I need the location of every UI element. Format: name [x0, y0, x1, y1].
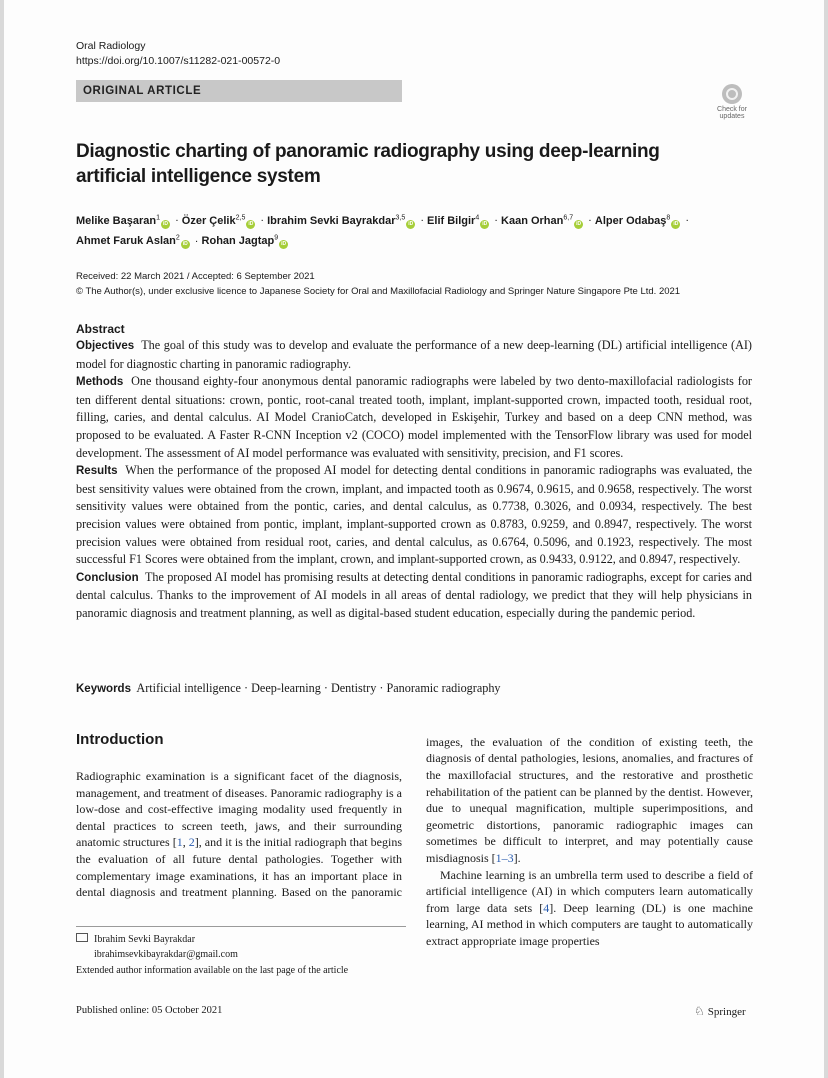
corresponding-name: Ibrahim Sevki Bayrakdar: [94, 934, 196, 945]
abstract-section: [76, 321, 752, 623]
journal-info: [76, 39, 280, 69]
check-updates-text-2: updates: [719, 113, 745, 120]
check-updates-text-1: Check for: [717, 106, 747, 113]
intro-column-right-flow: [426, 734, 753, 949]
author: Melike Başaran$^1$iD: [76, 214, 169, 227]
author: Ahmet Faruk Aslan$^2$iD: [76, 234, 188, 248]
author: Elif Bilgir$^4$iD: [427, 214, 488, 227]
author-list: Melike Başaran$^1$iD · Özer Çelik$^{2,5}$iD · Ibrahim Sevki Bayrakdar$^{3,5}$iD · Elif Bilgir$^4$iD · Kaan Orhan$^{6,7}$iD · Alper Odabaş$^8$iD · Ahmet Faruk Aslan$^2$iD · Rohan Jagtap$^9$iD: [76, 214, 690, 248]
received-accepted: Received: 22 March 2021 / Accepted: 6 September 2021: [76, 271, 315, 282]
journal-name: Oral Radiology: [76, 40, 146, 52]
abstract-conclusion: Conclusion The proposed AI model has promising results at detecting dental conditions in panoramic radiographs, except for caries and dental calculus. Thanks to the improvement of AI models in all areas of dental radiology, we predict that they will help physicians in panoramic diagnosis and treatment planning, as well as digital-based student education, especially during the pandemic period.: [76, 569, 753, 620]
intro-column-right: [426, 734, 753, 970]
citation-link[interactable]: 4: [543, 900, 550, 915]
article-dates: [76, 270, 680, 299]
title-line-2: artificial intelligence system: [76, 166, 321, 187]
right-page-edge: [824, 0, 828, 1078]
orcid-icon[interactable]: iD: [182, 241, 188, 248]
abstract-results: Results When the performance of the proposed AI model for detecting dental conditions in panoramic radiographs was evaluated, the best sensitivity values were obtained from the crown, implant, and impacted tooth as 0.9674, 0.9615, and 0.9658, respectively. The worst sensitivity values were obtained from the pontic, caries, and dental calculus, as 0.7738, 0.3026, and 0.0934, respectively. The best precision values were obtained from pontic, implant, implant-supported crown as 0.8783, 0.9259, and 0.8947, respectively. The worst precision values were obtained from residual root, caries, and dental calculus, as 0.6764, 0.5096, and 0.1923, respectively. The most successful F1 Scores were obtained from the implant, crown, and implant-supported crown, as 0.9433, 0.9122, and 0.8947, respectively.: [76, 463, 752, 567]
author: Ibrahim Sevki Bayrakdar$^{3,5}$iD: [267, 214, 414, 227]
check-for-updates-icon: [722, 84, 742, 104]
check-for-updates-badge[interactable]: [711, 84, 753, 124]
corresponding-author: [76, 932, 238, 962]
introduction-heading: Introduction: [76, 731, 164, 748]
orcid-icon[interactable]: iD: [576, 220, 582, 227]
citation-link[interactable]: 1: [176, 835, 183, 850]
title-line-1: Diagnostic charting of panoramic radiography using deep-learning: [76, 141, 660, 162]
intro-column-left: [76, 768, 402, 901]
author: Özer Çelik$^{2,5}$iD: [181, 214, 254, 227]
author: Rohan Jagtap$^9$iD: [201, 234, 287, 248]
author: Alper Odabaş$^8$iD: [594, 214, 679, 227]
springer-horse-icon: ♘: [694, 1004, 705, 1018]
doi-link[interactable]: https://doi.org/10.1007/s11282-021-00572-0: [76, 55, 281, 67]
orcid-icon[interactable]: iD: [408, 220, 414, 227]
corresponding-email[interactable]: ibrahimsevkibayrakdar@gmail.com: [94, 949, 238, 960]
orcid-icon[interactable]: iD: [163, 220, 169, 227]
envelope-icon: [76, 933, 88, 942]
abstract-objectives: Objectives The goal of this study was to develop and evaluate the performance of a new deep-learning (DL) artificial intelligence (AI) model for diagnostic charting in panoramic radiography.: [76, 338, 752, 371]
article-title: [76, 139, 716, 189]
publisher-name: Springer: [707, 1006, 746, 1018]
abstract-heading: Abstract: [76, 322, 125, 336]
extended-author-info: Extended author information available on the last page of the article: [76, 965, 349, 976]
copyright-line: © The Author(s), under exclusive licence to Japanese Society for Oral and Maxillofacial Radiology and Springer Nature Singapore Pte Ltd. 2021: [76, 285, 681, 297]
left-page-edge: [0, 0, 4, 1078]
intro-paragraph-2-cont: Machine learning is an umbrella term used to describe a field of artificial intelligence (AI) in which computers learn automatically from large data sets [4]. Deep learning (DL) is one machine learning, AI method in which computers are taught to automatically extract appropriate image properties: [426, 867, 753, 948]
orcid-icon[interactable]: iD: [482, 220, 488, 227]
publisher-logo: [694, 1004, 746, 1019]
published-date: Published online: 05 October 2021: [76, 1005, 223, 1016]
citation-link[interactable]: 2: [188, 835, 195, 850]
orcid-icon[interactable]: iD: [281, 241, 287, 248]
orcid-icon[interactable]: iD: [248, 220, 254, 227]
intro-paragraph-1: Radiographic examination is a significant facet of the diagnosis, management, and treatment of diseases. Panoramic radiography is a low-dose and cost-effective imaging modality used frequently in dental practices to screen teeth, jaws, and their surrounding anatomic structures [1, 2], and it is the initial radiograph that begins the evaluation of all future dental pathologies. Together with complementary image examinations, it has an important place in dental diagnosis and treatment planning. Based on the panoramic: [76, 769, 402, 900]
citation-link[interactable]: 1–3: [495, 850, 514, 865]
intro-paragraph-1-cont: images, the evaluation of the condition of existing teeth, the diagnosis of dental pathologies, lesions, anomalies, and fractures of the maxillofacial structures, and the restorative and prosthetic rehabilitation of the patient can be planned by the dentist. However, due to unequal magnification, multiple superimpositions, and geometric distortions, panoramic radiographic images can sometimes be difficult to interpret, and may potentially cause misdiagnosis [1–3].: [426, 734, 753, 865]
keywords: Keywords Artificial intelligence · Deep-learning · Dentistry · Panoramic radiography: [76, 681, 501, 695]
abstract-methods: Methods One thousand eighty-four anonymous dental panoramic radiographs were labeled by two dento-maxillofacial radiologists for ten different dental situations: crown, pontic, root-canal treated tooth, implant, implant-supported crown, impacted tooth, residual root, filling, caries, and dental calculus. AI Model CranioCatch, developed in Eskişehir, Turkey and based on a deep CNN method, was proposed to be evaluated. A Faster R-CNN Inception v2 (COCO) model implemented with the TensorFlow library was used for model development. The assessment of AI model performance was evaluated with sensitivity, precision, and F1 scores.: [76, 374, 752, 460]
author: Kaan Orhan$^{6,7}$iD: [501, 214, 582, 227]
orcid-icon[interactable]: iD: [673, 220, 679, 227]
footnote-divider: [76, 926, 406, 927]
article-type-banner: ORIGINAL ARTICLE: [76, 80, 402, 102]
